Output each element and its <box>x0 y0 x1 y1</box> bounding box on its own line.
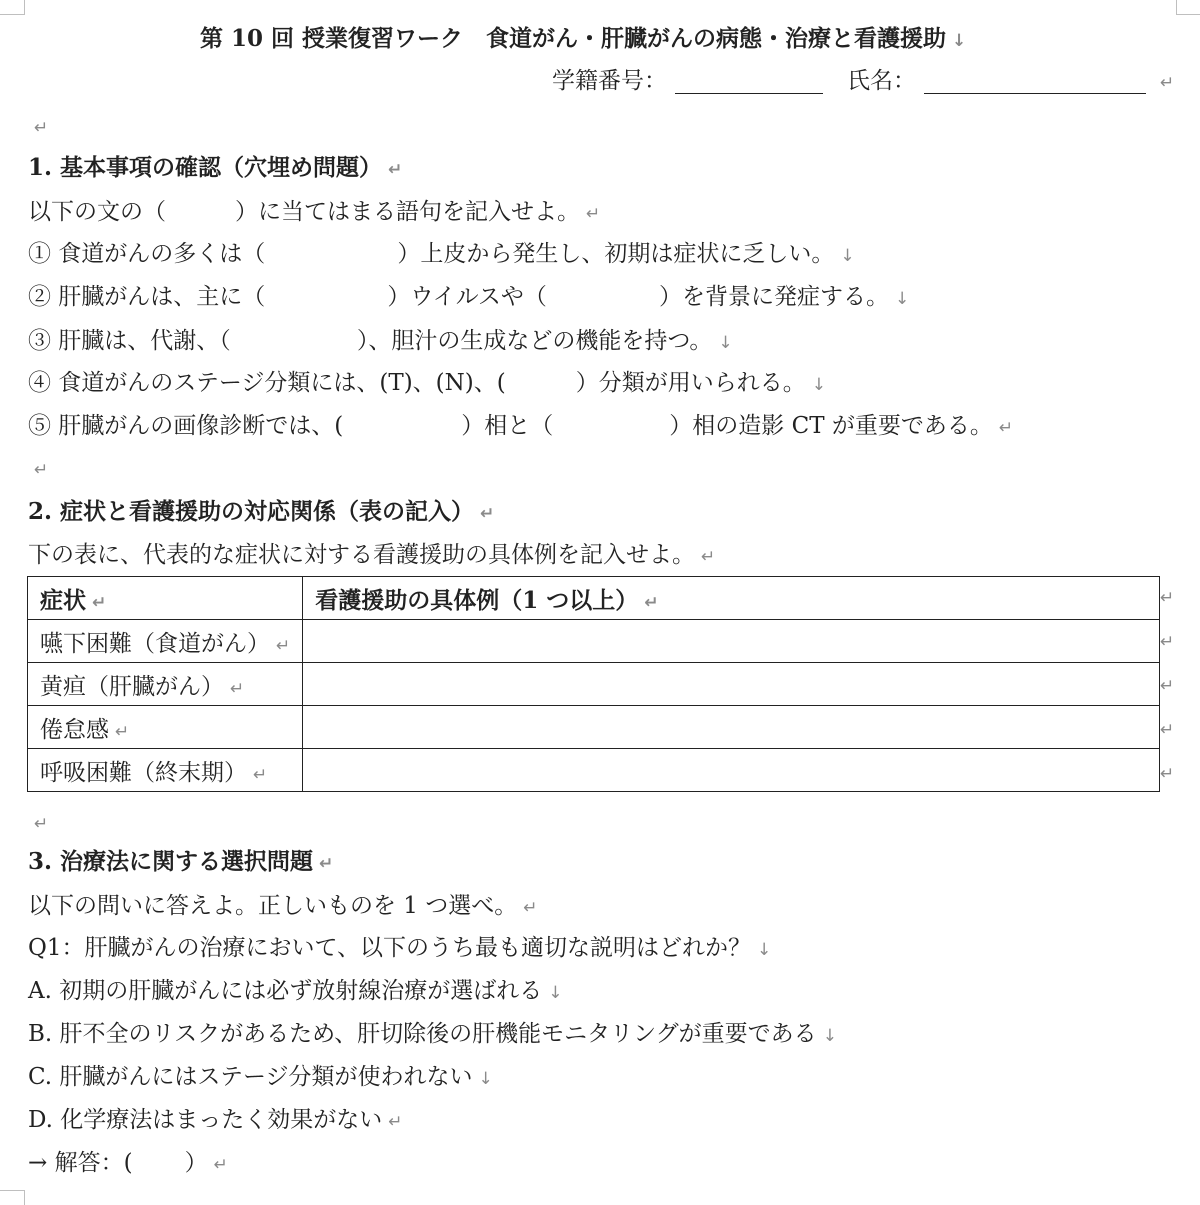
empty-paragraph: ↵ <box>34 814 49 834</box>
row-end-mark: ↵ <box>1160 720 1175 740</box>
table-row <box>28 663 1160 706</box>
crop-mark-top-left <box>0 0 25 15</box>
symptom-cell: 黄疸（肝臓がん） ↵ <box>28 663 303 706</box>
nursing-answer-cell[interactable] <box>303 706 1160 749</box>
name-label: 氏名： <box>847 68 916 94</box>
fill-question-4: ④ 食道がんのステージ分類には、(T)、(N)、( ）分類が用いられる。 ↓ <box>28 370 826 396</box>
crop-mark-top-right <box>1176 0 1200 15</box>
table-header-symptom: 症状 ↵ <box>28 577 303 620</box>
name-blank[interactable] <box>924 71 1146 94</box>
row-end-mark: ↵ <box>1160 632 1175 652</box>
section3-heading: 3. 治療法に関する選択問題 ↵ <box>28 848 334 875</box>
nursing-answer-cell[interactable] <box>303 620 1160 663</box>
table-row <box>28 620 1160 663</box>
empty-paragraph: ↵ <box>34 460 49 480</box>
row-end-mark: ↵ <box>1160 588 1175 608</box>
table-header-row <box>28 577 1160 620</box>
nursing-answer-cell[interactable] <box>303 663 1160 706</box>
choice-b[interactable]: B. 肝不全のリスクがあるため、肝切除後の肝機能モニタリングが重要である ↓ <box>28 1021 837 1047</box>
section2-instruction: 下の表に、代表的な症状に対する看護援助の具体例を記入せよ。 ↵ <box>28 542 716 568</box>
section1-heading: 1. 基本事項の確認（穴埋め問題） ↵ <box>28 154 403 181</box>
nursing-answer-cell[interactable] <box>303 749 1160 792</box>
table-row <box>28 749 1160 792</box>
symptom-cell: 嚥下困難（食道がん） ↵ <box>28 620 303 663</box>
student-id-blank[interactable] <box>675 71 823 94</box>
choice-c[interactable]: C. 肝臓がんにはステージ分類が使われない ↓ <box>28 1064 493 1090</box>
choice-d[interactable]: D. 化学療法はまったく効果がない ↵ <box>28 1107 403 1133</box>
symptom-cell: 倦怠感 ↵ <box>28 706 303 749</box>
fill-question-5: ⑤ 肝臓がんの画像診断では、( ）相と（ ）相の造影 CT が重要である。 ↵ <box>28 413 1014 439</box>
section1-instruction: 以下の文の（ ）に当てはまる語句を記入せよ。 ↵ <box>28 199 601 225</box>
table-row <box>28 706 1160 749</box>
fill-question-3: ③ 肝臓は、代謝、（ ）、胆汁の生成などの機能を持つ。 ↓ <box>28 328 733 354</box>
student-info-line: 学籍番号： 氏名： ↵ <box>552 68 1175 94</box>
question-q1: Q1：肝臓がんの治療において、以下のうち最も適切な説明はどれか？ ↓ <box>28 935 772 961</box>
empty-paragraph: ↵ <box>34 118 49 138</box>
fill-question-1: ① 食道がんの多くは（ ）上皮から発生し、初期は症状に乏しい。 ↓ <box>28 241 855 267</box>
row-end-mark: ↵ <box>1160 764 1175 784</box>
choice-a[interactable]: A. 初期の肝臓がんには必ず放射線治療が選ばれる ↓ <box>28 978 563 1004</box>
crop-mark-bottom-left <box>0 1190 25 1205</box>
table-header-nursing: 看護援助の具体例（1 つ以上） ↵ <box>303 577 1160 620</box>
section2-heading: 2. 症状と看護援助の対応関係（表の記入） ↵ <box>28 498 495 525</box>
section3-instruction: 以下の問いに答えよ。正しいものを 1 つ選べ。 ↵ <box>28 893 538 919</box>
answer-line: → 解答：( ） ↵ <box>28 1150 228 1176</box>
row-end-mark: ↵ <box>1160 676 1175 696</box>
symptom-cell: 呼吸困難（終末期） ↵ <box>28 749 303 792</box>
fill-question-2: ② 肝臓がんは、主に（ ）ウイルスや（ ）を背景に発症する。 ↓ <box>28 284 910 310</box>
symptom-nursing-table <box>27 576 1160 792</box>
student-id-label: 学籍番号： <box>552 68 667 94</box>
page-title: 第 10 回 授業復習ワーク 食道がん・肝臓がんの病態・治療と看護援助 ↓ <box>200 25 967 52</box>
